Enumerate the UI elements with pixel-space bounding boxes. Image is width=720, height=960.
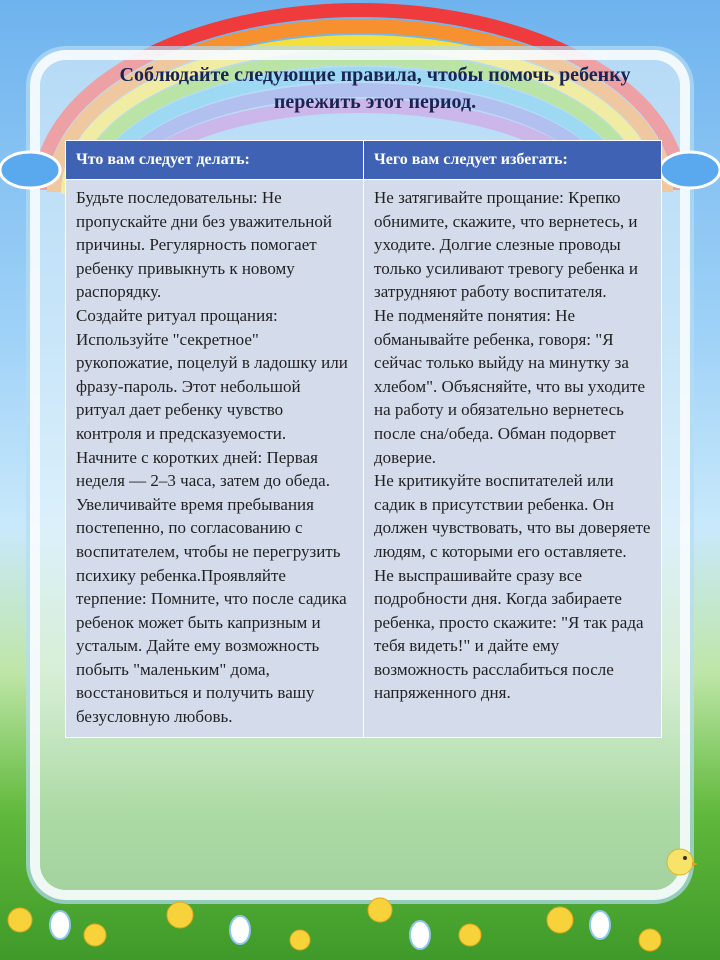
avoid-text: Не затягивайте прощание: Крепко обнимите, скажите, что вернетесь, и уходите. Долгие слезные проводы только усиливают тревогу ребенка и затрудняют работу воспитателя. Не подменяйте понятия: Не обманывайте ребенка, говоря: "Я сейчас только выйду на минутку за хлебом". Объясняйте, что вы уходите на работу и обязательно вернетесь после сна/обеда. Обман подорвет доверие. Не критикуйте воспитателей или садик в присутствии ребенка. Он должен чувствовать, что вы доверяете людям, с которыми его оставляете. Не выспрашивайте сразу все подробности дня. Когда забираете ребенка, просто скажите: "Я так рада тебя видеть!" и дайте ему возможность расслабиться после напряженного дня. xyxy=(374,188,651,703)
avoid-cell xyxy=(364,180,662,738)
do-text: Будьте последовательны: Не пропускайте дни без уважительной причины. Регулярность помогает ребенку привыкнуть к новому распорядку. Создайте ритуал прощания: Используйте "секретное" рукопожатие, поцелуй в ладошку или фразу-пароль. Этот небольшой ритуал дает ребенку чувство контроля и предсказуемости. Начните с коротких дней: Первая неделя — 2–3 часа, затем до обеда. Увеличивайте время пребывания постепенно, по согласованию с воспитателем, чтобы не перегрузить психику ребенка.Проявляйте терпение: Помните, что после садика ребенок может быть капризным и усталым. Дайте ему возможность побыть "маленьким" дома, восстановиться и получить вашу безусловную любовь. xyxy=(76,188,348,727)
page-title: Соблюдайте следующие правила, чтобы помочь ребенку пережить этот период. xyxy=(119,64,631,113)
rules-table xyxy=(65,140,662,738)
do-cell xyxy=(66,180,364,738)
table-row xyxy=(66,180,662,738)
column-header-do: Что вам следует делать: xyxy=(66,141,364,180)
chick-icon xyxy=(660,840,700,880)
column-header-avoid: Чего вам следует избегать: xyxy=(364,141,662,180)
table-header-row xyxy=(66,141,662,180)
flowers-decoration xyxy=(0,880,720,960)
cloud-left-icon xyxy=(0,140,70,200)
